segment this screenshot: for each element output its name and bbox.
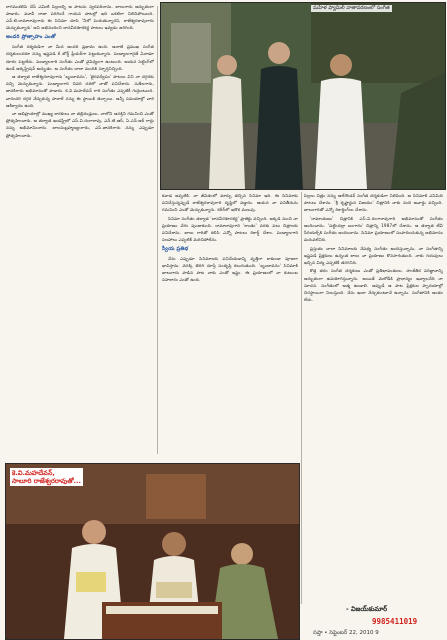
group-portrait-image: [161, 3, 445, 189]
photo-bottom-caption-line-2: సాలూరి రాజేశ్వరరావుతో...: [12, 477, 81, 485]
column-3-paragraph-2: 'రామాయణం' చిత్రానికి ఎస్.వి.రంగారావుగారి అభిమానంతో సంగీతం అందించాను. 'పట్టిందల్లా బంగారం' చిత్రాన్ని 1987లో చేశాను. ఆ తర్వాత టీవీ సీరియల్స్‌కి సంగీతం అందించాను. సినిమా ప్రయాణంలో సంపాదించుకున్న అభిమానం మరువలేనిది.: [304, 215, 443, 243]
photo-top-caption: మహిళ ఫ్యామిలీ వాతావరణంలో సంగీత: [313, 5, 390, 11]
column-2-subheading: స్వీయ ప్రతిభ: [162, 246, 189, 253]
column-divider-2: [301, 192, 302, 604]
photo-group-portrait: [160, 2, 446, 190]
column-2-paragraph-2: సినిమా సంగీతం తర్వాత 'దానవీరశూరకర్ణ' ప్రాజెక్టు వచ్చింది. అక్కడి నుంచి నా ప్రయాణం వేగం పుంజుకుంది. రామారావుగారి 'కాంతం' వరకు పలు చిత్రాలకు పనిచేశాను. బాలు గారితో కలిసి ఎన్నో పాటలు రికార్డ్ చేశాం. పెండ్యాలగారి సలహాలు ఎప్పటికీ మరిచిపోలేను.: [162, 215, 298, 243]
column-3-paragraph-4: కొత్త తరం సంగీత దర్శకులు ఎంతో ప్రతిభావంతులు. సాంకేతిక పరిజ్ఞానాన్ని అద్భుతంగా ఉపయోగిస్తున్నారు. అయితే మెలోడీకి ప్రాధాన్యం ఇవ్వాలనేది నా సూచన. సంగీతంలో ఆత్మ ఉండాలి. అప్పుడే ఆ పాట ప్రేక్షకుల హృదయాల్లో చిరస్థాయిగా నిలుస్తుంది. నేను ఇంకా నేర్చుకుంటూనే ఉన్నాను. సంగీతానికి అంతం లేదు.: [304, 268, 443, 302]
photo-recording-session: [5, 463, 300, 640]
page-footer-info: సప్తా • సెప్టెంబర్ 22, 2010 9: [313, 630, 379, 636]
column-1-paragraph-3: ఆ తర్వాత రాజేశ్వరరావుగారు 'బృందావనం', 'భైరవద్వీపం' పాటలు విని నా దగ్గరకు వచ్చి మెచ్చుకున్నారు. పెండ్యాలగారి చివరి దశలో నాతో పనిచేశారు. సుశీలగారు, జానకిగారు అభిమానంతో పాడారు. కె.వి.మహదేవన్ గారి సంగీతం ఎప్పటికీ గుర్తుంటుంది. వారందరి దగ్గర నేర్చుకున్న పాఠాలే నన్ను ఈ స్థాయికి తెచ్చాయి. అన్నీ సమయాల్లో వారి ఆశీర్వాదం ఉంది.: [6, 74, 154, 108]
photo-bottom-caption-line-1: కె.వి.మహదేవన్,: [12, 469, 55, 477]
article-column-3: [304, 192, 443, 602]
author-phone-number: 9985411019: [372, 617, 418, 626]
column-3-paragraph-3: ప్రస్తుతం చాలా సినిమాలకు నేపథ్య సంగీతం అందిస్తున్నాను. నా సంగీతాన్ని ఇష్టపడే ప్రేక్షకులు ఉన్నంత కాలం నా ప్రయాణం కొనసాగుతుంది. నాకు గురువులు ఇచ్చిన విద్య ఎప్పటికీ తరగనిది.: [304, 245, 443, 265]
column-1-paragraph-2: సంగీత దర్శకుడిగా నా మీద అందరి ప్రభావం ఉంది. ఆనాటి ప్రముఖ సంగీత దర్శకులందరూ నన్ను ఇష్టపడి కే బోర్డ్ ప్లేయర్‌గా పెట్టుకున్నారు. పెండ్యాలగారైతే ఏనాడూ దూరం పెట్టలేదు. పెండ్యాలగారి సంగీతం ఎంతో వైవిధ్యంగా ఉంటుంది. ఆయన సెట్టింగ్‌లో ఉండే ఆర్కెస్ట్రేషన్ అద్భుతం. ఆ సంగీతం చాలా మందికి స్ఫూర్తినిచ్చింది.: [6, 44, 154, 71]
column-2-paragraph-3: నేను ఎప్పుడూ సినిమాలకు పనిచేయడాన్ని వృత్తిగా కాకుండా పూజగా భావిస్తాను. వెనక్కి తిరిగి చూస్తే సంతృప్తి కలుగుతుంది. 'బృందావనం' సినిమాకి బాలుగారు పాడిన పాట నాకు ఎంతో ఇష్టం. ఈ ప్రయాణంలో నా కుటుంబ సహకారం ఎంతో ఉంది.: [162, 256, 298, 283]
column-2-paragraph-1: కవాడ అప్పటికి. నా జీవితంలో మార్పు తెచ్చిన సినిమా ఇది. ఈ సినిమాకు పనిచేస్తున్నప్పుడే రాజేశ్వరరావుగారి దృష్టిలో పడ్డాను. ఆయన నా పనితీరును గమనించి ఎంతో మెచ్చుకున్నారు. కెరీర్‌లో ఇదొక మలుపు.: [162, 193, 298, 213]
column-divider-1: [157, 6, 158, 454]
author-byline: - విజయ్‌కుమార్: [346, 605, 388, 613]
article-column-2: [162, 192, 298, 462]
column-1-paragraph-4: నా అభిప్రాయాల్లో ముఖ్య కారకులు నా తల్లిదండ్రులు. నాలోని ఆసక్తిని గమనించి ఎంతో ప్రోత్సహించారు. ఆ తర్వాత ఇండస్ట్రీలో ఎస్.వి.రంగారావు, ఎన్.టి.ఆర్, ఏ.ఎన్.ఆర్ గార్లు నన్ను అభిమానించారు. బాలసుబ్రహ్మణ్యంగారు, ఎస్.జానకిగారు నన్ను ఎప్పుడూ ప్రోత్సహించారు.: [6, 111, 154, 138]
photo-bottom-caption: [10, 468, 83, 486]
column-1-subheading: అందరి ప్రోత్సాహం ఎంతో: [6, 34, 56, 41]
column-3-paragraph-1: పిల్లలు చిత్రం నన్ను ఆల్‌రౌండర్ సంగీత దర్శకుడిగా నిలిపింది. ఆ సినిమాకి ఎనిమిది పాటలు చేశాను. 'శ్రీ కృష్ణార్జున విజయం' చిత్రానికి నాకు నంది అవార్డు వచ్చింది. బాలుగారితో ఎన్నో రికార్డింగ్‌లు చేశాను.: [304, 193, 443, 213]
column-1-paragraph-1: రాగముకలిపి చేసే ఎమిటి పిల్లలల్ని ఆ పాటను స్వరపరిచాను. బాలుగారు అద్భుతంగా పాడారు. మూవీ రాజా పెరిగించే గాయన పాటల్లో ఇది ఒకటిగా నిలిచిపోయింది. ఎన్.టి.రామారావుగారు ఈ సినిమా చూసి 'నీలో పెంకుతున్నారని, రాజేశ్వరరావుగారు మెచ్చుకున్నారు' అని అభినందించి దానవీరశూరకర్ణ పాటలు ఇవ్వడం జరిగింది.: [6, 4, 154, 31]
recording-session-image: [6, 464, 299, 639]
